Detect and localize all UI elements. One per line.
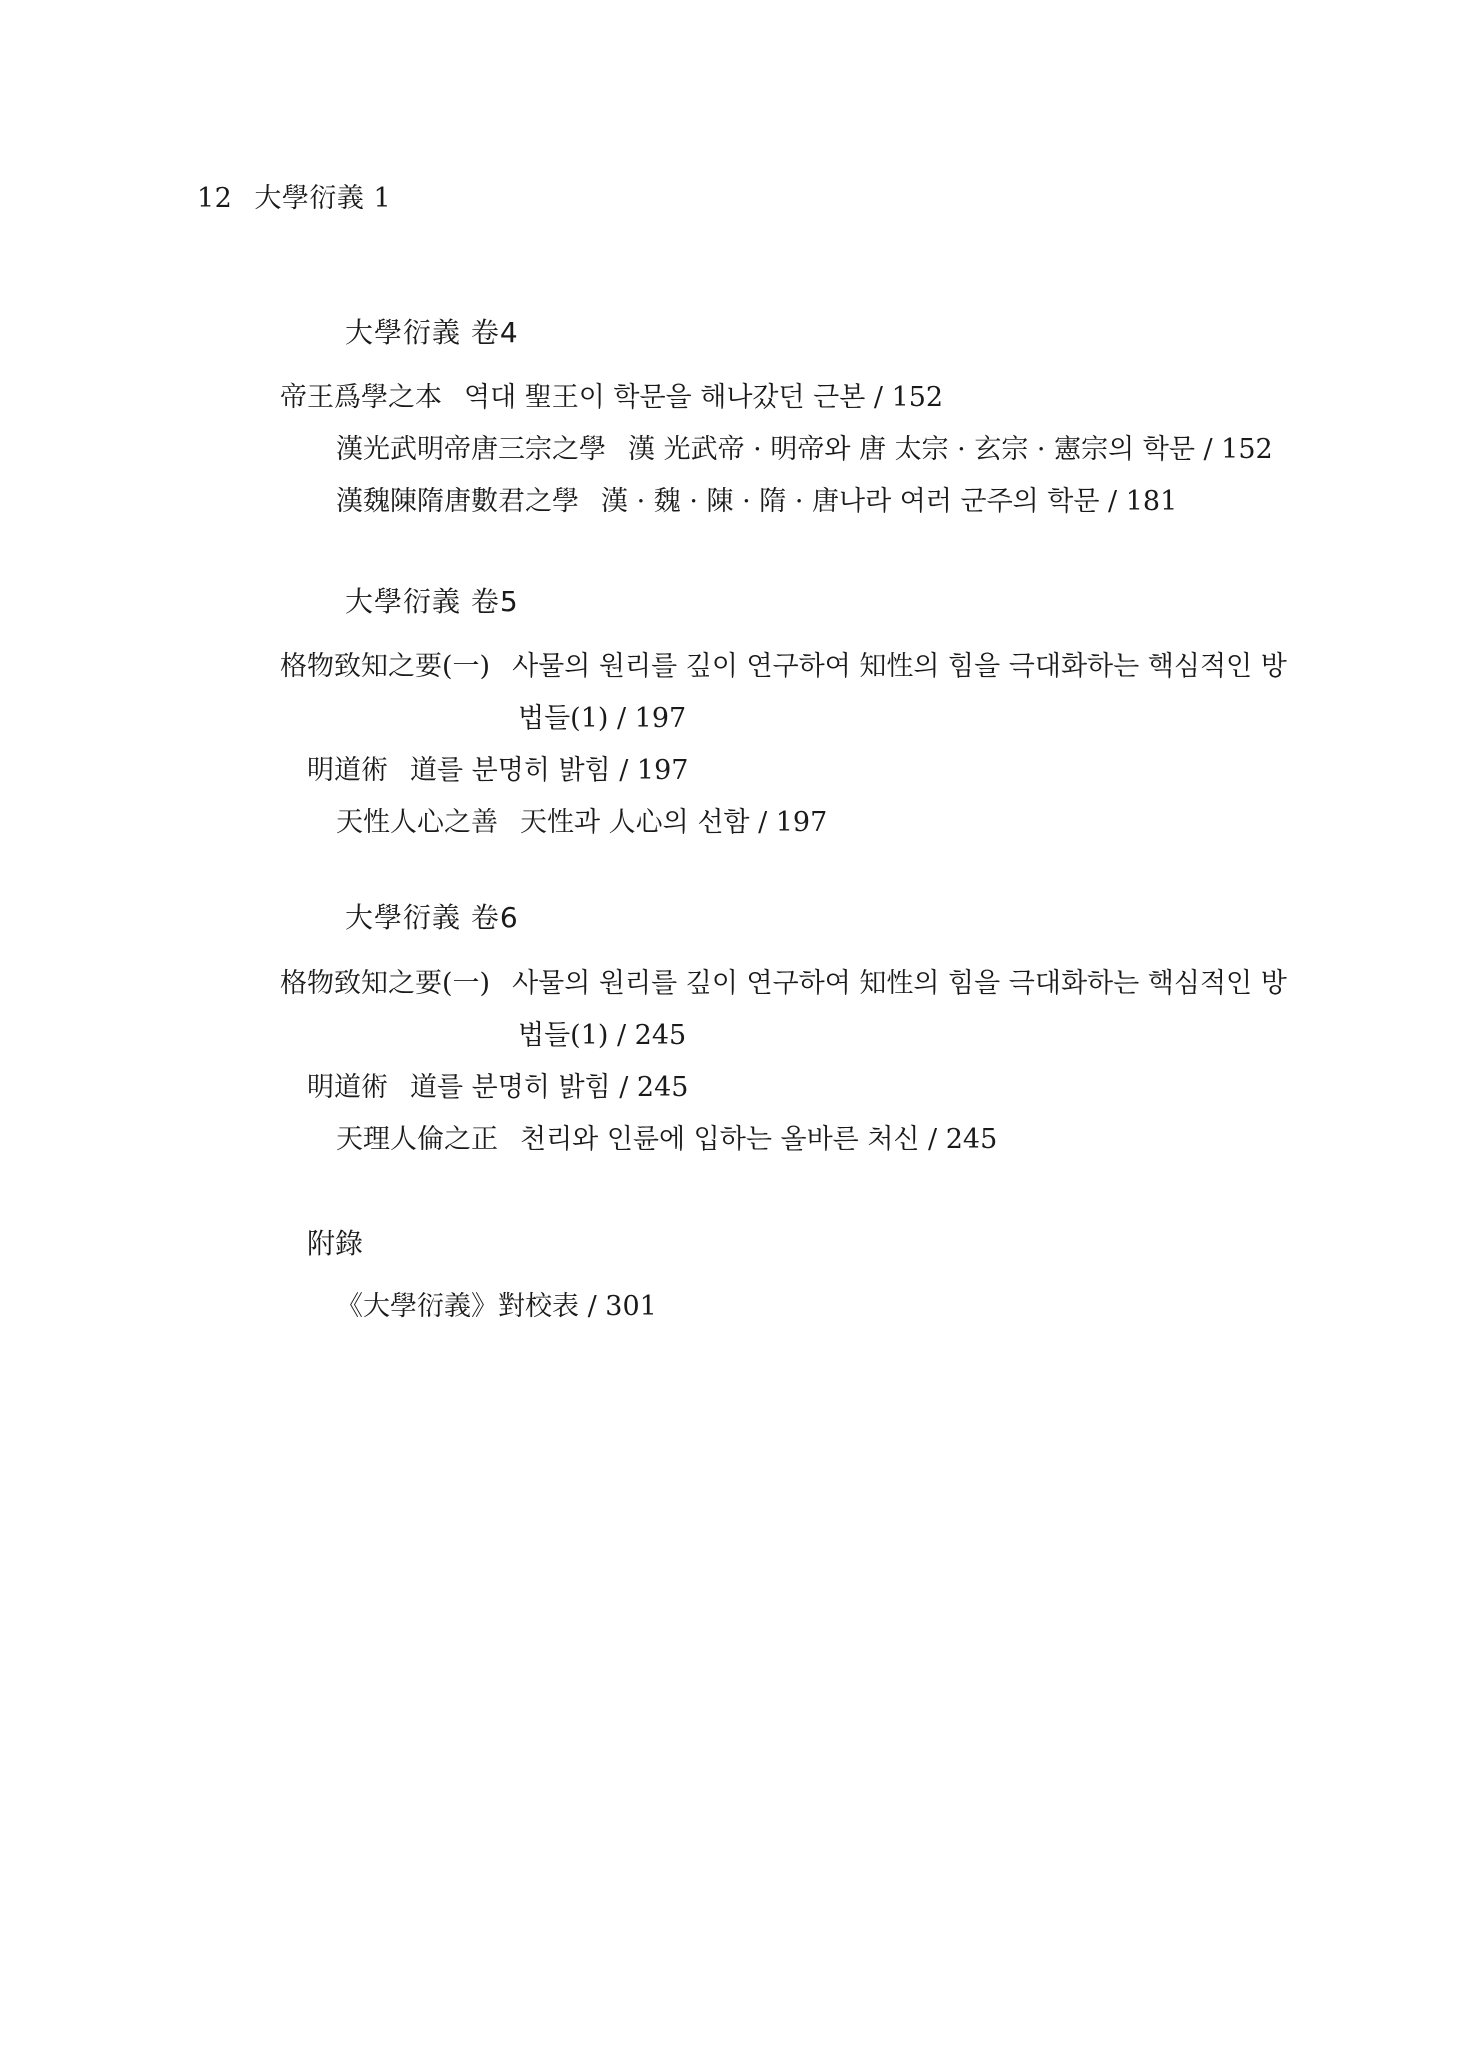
toc-entry[interactable] <box>336 1114 997 1166</box>
toc-entry-title: 格物致知之要(一) <box>280 651 491 682</box>
page-number: 12 <box>197 183 233 214</box>
toc-entry-text: 漢 · 魏 · 陳 · 隋 · 唐나라 여러 군주의 학문 / 181 <box>601 486 1178 517</box>
toc-entry-title: 帝王爲學之本 <box>280 382 442 413</box>
toc-entry[interactable] <box>280 641 1287 693</box>
toc-entry[interactable] <box>280 372 943 424</box>
volume-heading: 大學衍義 卷6 <box>345 901 519 934</box>
toc-entry-text: 《大學衍義》對校表 / 301 <box>336 1291 657 1322</box>
toc-entry-text: 天性과 人心의 선함 / 197 <box>520 807 828 838</box>
toc-entry-title: 漢光武明帝唐三宗之學 <box>336 434 606 465</box>
volume-heading: 大學衍義 卷4 <box>345 316 519 349</box>
toc-entry-title: 天性人心之善 <box>336 807 498 838</box>
toc-entry-title: 漢魏陳隋唐數君之學 <box>336 486 579 517</box>
toc-entry-continuation: 법들(1) / 197 <box>518 703 687 734</box>
appendix-heading: 附錄 <box>307 1227 364 1260</box>
toc-entry[interactable] <box>336 797 827 849</box>
running-header <box>197 176 391 215</box>
toc-entry-continuation: 법들(1) / 245 <box>518 1020 687 1051</box>
toc-entry-title: 明道術 <box>307 1072 388 1103</box>
toc-entry[interactable] <box>336 1281 657 1333</box>
toc-entry-text: 역대 聖王이 학문을 해나갔던 근본 / 152 <box>464 382 944 413</box>
toc-entry[interactable] <box>336 476 1177 528</box>
toc-entry-text: 천리와 인륜에 입하는 올바른 처신 / 245 <box>520 1124 998 1155</box>
toc-entry-text: 사물의 원리를 깊이 연구하여 知性의 힘을 극대화하는 핵심적인 방 <box>512 968 1287 999</box>
volume-heading: 大學衍義 卷5 <box>345 585 519 618</box>
toc-entry-title: 明道術 <box>307 755 388 786</box>
toc-entry-text: 道를 분명히 밝힘 / 245 <box>410 1072 689 1103</box>
toc-entry-title: 格物致知之要(一) <box>280 968 491 999</box>
toc-entry[interactable] <box>336 424 1273 476</box>
toc-entry[interactable] <box>307 745 688 797</box>
toc-entry-text: 사물의 원리를 깊이 연구하여 知性의 힘을 극대화하는 핵심적인 방 <box>512 651 1287 682</box>
toc-entry-text: 道를 분명히 밝힘 / 197 <box>410 755 689 786</box>
toc-entry[interactable] <box>280 958 1287 1010</box>
toc-entry-title: 天理人倫之正 <box>336 1124 498 1155</box>
toc-entry[interactable] <box>307 1062 688 1114</box>
book-title: 大學衍義 1 <box>254 183 392 214</box>
toc-entry-text: 漢 光武帝 · 明帝와 唐 太宗 · 玄宗 · 憲宗의 학문 / 152 <box>628 434 1273 465</box>
